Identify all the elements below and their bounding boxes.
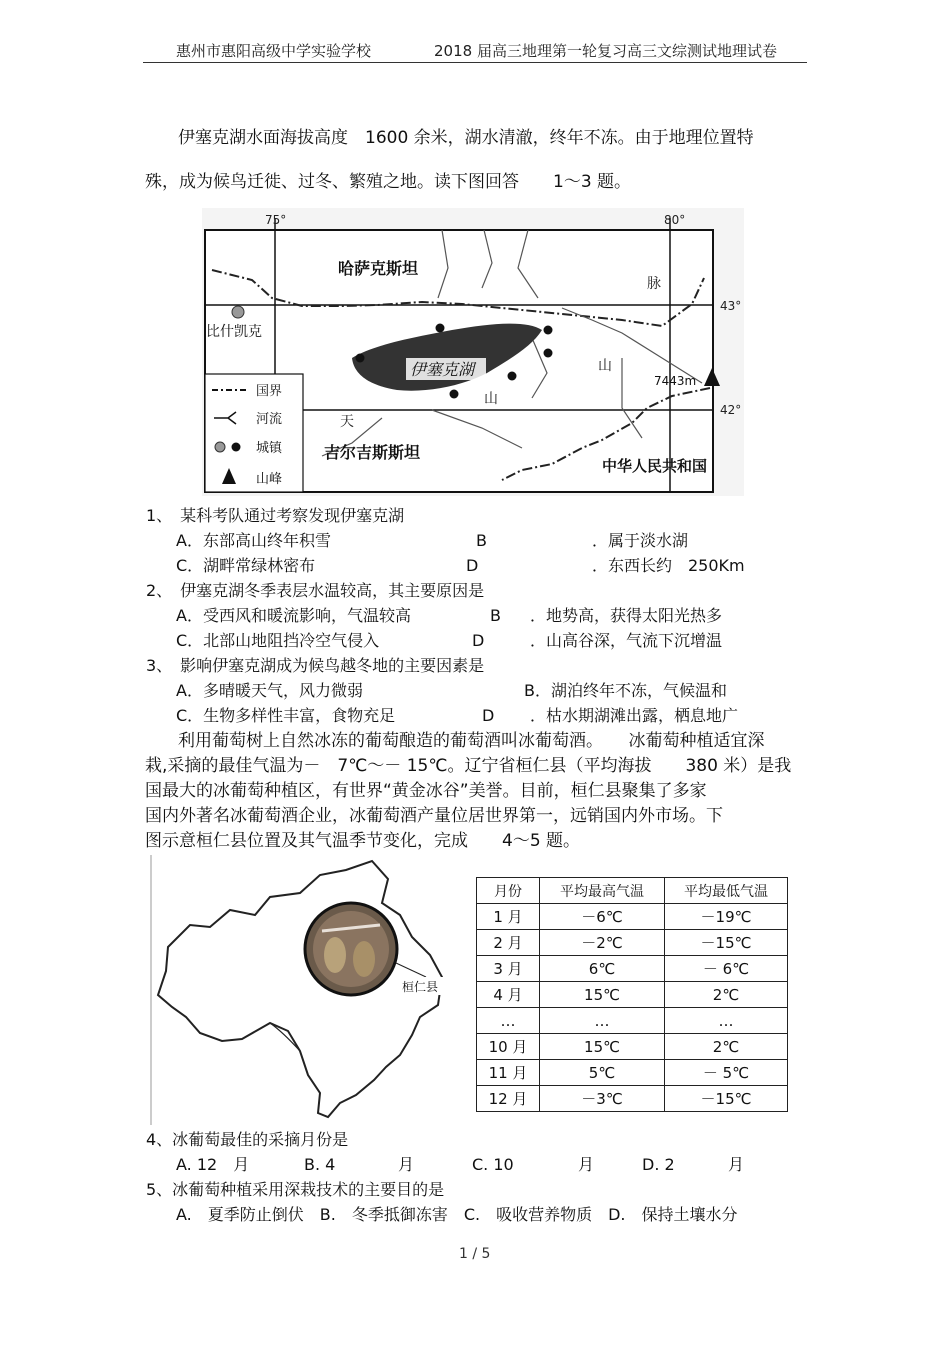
legend-peak-label: 山峰 xyxy=(256,472,283,487)
cell-min: － 6℃ xyxy=(665,956,788,982)
cell-month: 12 月 xyxy=(477,1086,540,1112)
q4-option-b: B. 4 xyxy=(304,1155,336,1174)
peak-height-label: 7443m xyxy=(654,374,697,388)
kyrgyzstan-label: 吉尔吉斯斯坦 xyxy=(324,443,421,462)
intro2-line4: 国内外著名冰葡萄酒企业，冰葡萄酒产量位居世界第一，远销国内外市场。下 xyxy=(145,806,723,826)
climate-table xyxy=(476,877,788,1112)
cell-min: －15℃ xyxy=(665,1086,788,1112)
q3-option-c: C．生物多样性丰富，食物充足 xyxy=(176,706,396,725)
table-row xyxy=(477,1008,788,1034)
q5-stem: 5、冰葡萄种植采用深栽技术的主要目的是 xyxy=(146,1180,445,1199)
q2-stem: 2、 伊塞克湖冬季表层水温较高，其主要原因是 xyxy=(146,581,485,600)
lon-label-80: 80° xyxy=(664,213,686,227)
intro2-line2: 栽,采摘的最佳气温为－ 7℃～－ 15℃。辽宁省桓仁县（平均海拔 380 米）是我 xyxy=(145,756,792,776)
q2-option-a: A．受西风和暖流影响，气温较高 xyxy=(176,606,411,625)
lake-label: 伊塞克湖 xyxy=(410,360,475,379)
q2-option-b: ．地势高，获得太阳光热多 xyxy=(530,606,723,625)
cell-max: －6℃ xyxy=(540,904,665,930)
legend-river-label: 河流 xyxy=(256,412,283,427)
mountain-char-2: 山 xyxy=(598,358,612,374)
table-row xyxy=(477,930,788,956)
q3-option-a: A．多晴暖天气，风力微弱 xyxy=(176,681,363,700)
q1-option-b: ．属于淡水湖 xyxy=(592,531,689,550)
mountain-char-4: 山 xyxy=(484,391,498,407)
q3-option-d: ．枯水期湖滩出露，栖息地广 xyxy=(530,706,739,725)
q2-option-b-letter: B xyxy=(490,606,501,625)
q4-option-d: D. 2 xyxy=(642,1155,675,1174)
col-header-max: 平均最高气温 xyxy=(540,878,665,904)
col-header-min: 平均最低气温 xyxy=(665,878,788,904)
q3-option-d-letter: D xyxy=(482,706,495,725)
map-legend xyxy=(205,374,303,492)
header-rule xyxy=(143,62,807,63)
intro2-line3: 国最大的冰葡萄种植区，有世界“黄金冰谷”美誉。目前，桓仁县聚集了多家 xyxy=(145,781,707,801)
cell-month: 11 月 xyxy=(477,1060,540,1086)
table-row xyxy=(477,904,788,930)
q4-option-c: C. 10 xyxy=(472,1155,514,1174)
cell-max: 6℃ xyxy=(540,956,665,982)
q2-option-c: C．北部山地阻挡冷空气侵入 xyxy=(176,631,380,650)
kazakhstan-label: 哈萨克斯坦 xyxy=(338,259,419,278)
q4-option-d-unit: 月 xyxy=(728,1155,745,1174)
cell-min: － 5℃ xyxy=(665,1060,788,1086)
cell-month: 10 月 xyxy=(477,1034,540,1060)
q2-option-d: ．山高谷深，气流下沉增温 xyxy=(530,631,723,650)
intro2-line5: 图示意桓仁县位置及其气温季节变化，完成 4～5 题。 xyxy=(145,831,581,851)
q4-option-a: A. 12 月 xyxy=(176,1155,250,1174)
mountain-char-1: 脉 xyxy=(647,276,661,292)
header-exam-title: 2018 届高三地理第一轮复习高三文综测试地理试卷 xyxy=(434,42,777,60)
table-header-row xyxy=(477,878,788,904)
intro1-line1: 伊塞克湖水面海拔高度 1600 余米，湖水清澈，终年不冻。由于地理位置特 xyxy=(178,128,754,148)
legend-town-label: 城镇 xyxy=(256,441,283,456)
cell-max: －3℃ xyxy=(540,1086,665,1112)
table-row xyxy=(477,1060,788,1086)
liaoning-map xyxy=(150,855,448,1125)
bishkek-label: 比什凯克 xyxy=(206,324,262,340)
q1-option-a: A．东部高山终年积雪 xyxy=(176,531,331,550)
q4-option-b-unit: 月 xyxy=(398,1155,415,1174)
cell-min: 2℃ xyxy=(665,1034,788,1060)
issyk-kul-map xyxy=(202,208,744,496)
q1-option-d-letter: D xyxy=(466,556,479,575)
q2-option-d-letter: D xyxy=(472,631,485,650)
cell-month: 1 月 xyxy=(477,904,540,930)
cell-month: … xyxy=(477,1008,540,1034)
col-header-month: 月份 xyxy=(477,878,540,904)
q1-option-d: ．东西长约 250Km xyxy=(592,556,745,575)
china-label: 中华人民共和国 xyxy=(602,457,708,475)
header-school: 惠州市惠阳高级中学实验学校 xyxy=(176,42,372,60)
intro2-line1: 利用葡萄树上自然冰冻的葡萄酿造的葡萄酒叫冰葡萄酒。 冰葡萄种植适宜深 xyxy=(178,731,765,751)
q4-stem: 4、冰葡萄最佳的采摘月份是 xyxy=(146,1130,349,1149)
huanren-label: 桓仁县 xyxy=(402,980,439,994)
lon-label-75: 75° xyxy=(265,213,287,227)
cell-max: 15℃ xyxy=(540,982,665,1008)
q5-options: A. 夏季防止倒伏 B. 冬季抵御冻害 C. 吸收营养物质 D. 保持土壤水分 xyxy=(176,1205,738,1224)
q3-option-b: B．湖泊终年不冻，气候温和 xyxy=(524,681,727,700)
table-row xyxy=(477,1086,788,1112)
cell-min: 2℃ xyxy=(665,982,788,1008)
cell-max: －2℃ xyxy=(540,930,665,956)
q4-option-c-unit: 月 xyxy=(578,1155,595,1174)
table-row xyxy=(477,1034,788,1060)
q1-stem: 1、 某科考队通过考察发现伊塞克湖 xyxy=(146,506,405,525)
table-row xyxy=(477,956,788,982)
q3-stem: 3、 影响伊塞克湖成为候鸟越冬地的主要因素是 xyxy=(146,656,485,675)
cell-month: 4 月 xyxy=(477,982,540,1008)
cell-min: －15℃ xyxy=(665,930,788,956)
cell-min: … xyxy=(665,1008,788,1034)
table-row xyxy=(477,982,788,1008)
lat-label-42: 42° xyxy=(720,403,742,417)
legend-border-label: 国界 xyxy=(256,384,283,399)
cell-max: 5℃ xyxy=(540,1060,665,1086)
page-number: 1 / 5 xyxy=(459,1246,491,1262)
cell-max: 15℃ xyxy=(540,1034,665,1060)
cell-max: … xyxy=(540,1008,665,1034)
intro1-line2: 殊，成为候鸟迁徙、过冬、繁殖之地。读下图回答 1～3 题。 xyxy=(145,172,632,192)
cell-month: 2 月 xyxy=(477,930,540,956)
q1-option-b-letter: B xyxy=(476,531,487,550)
lat-label-43: 43° xyxy=(720,299,742,313)
cell-month: 3 月 xyxy=(477,956,540,982)
q1-option-c: C．湖畔常绿林密布 xyxy=(176,556,316,575)
mountain-char-3: 天 xyxy=(340,414,354,430)
cell-min: －19℃ xyxy=(665,904,788,930)
